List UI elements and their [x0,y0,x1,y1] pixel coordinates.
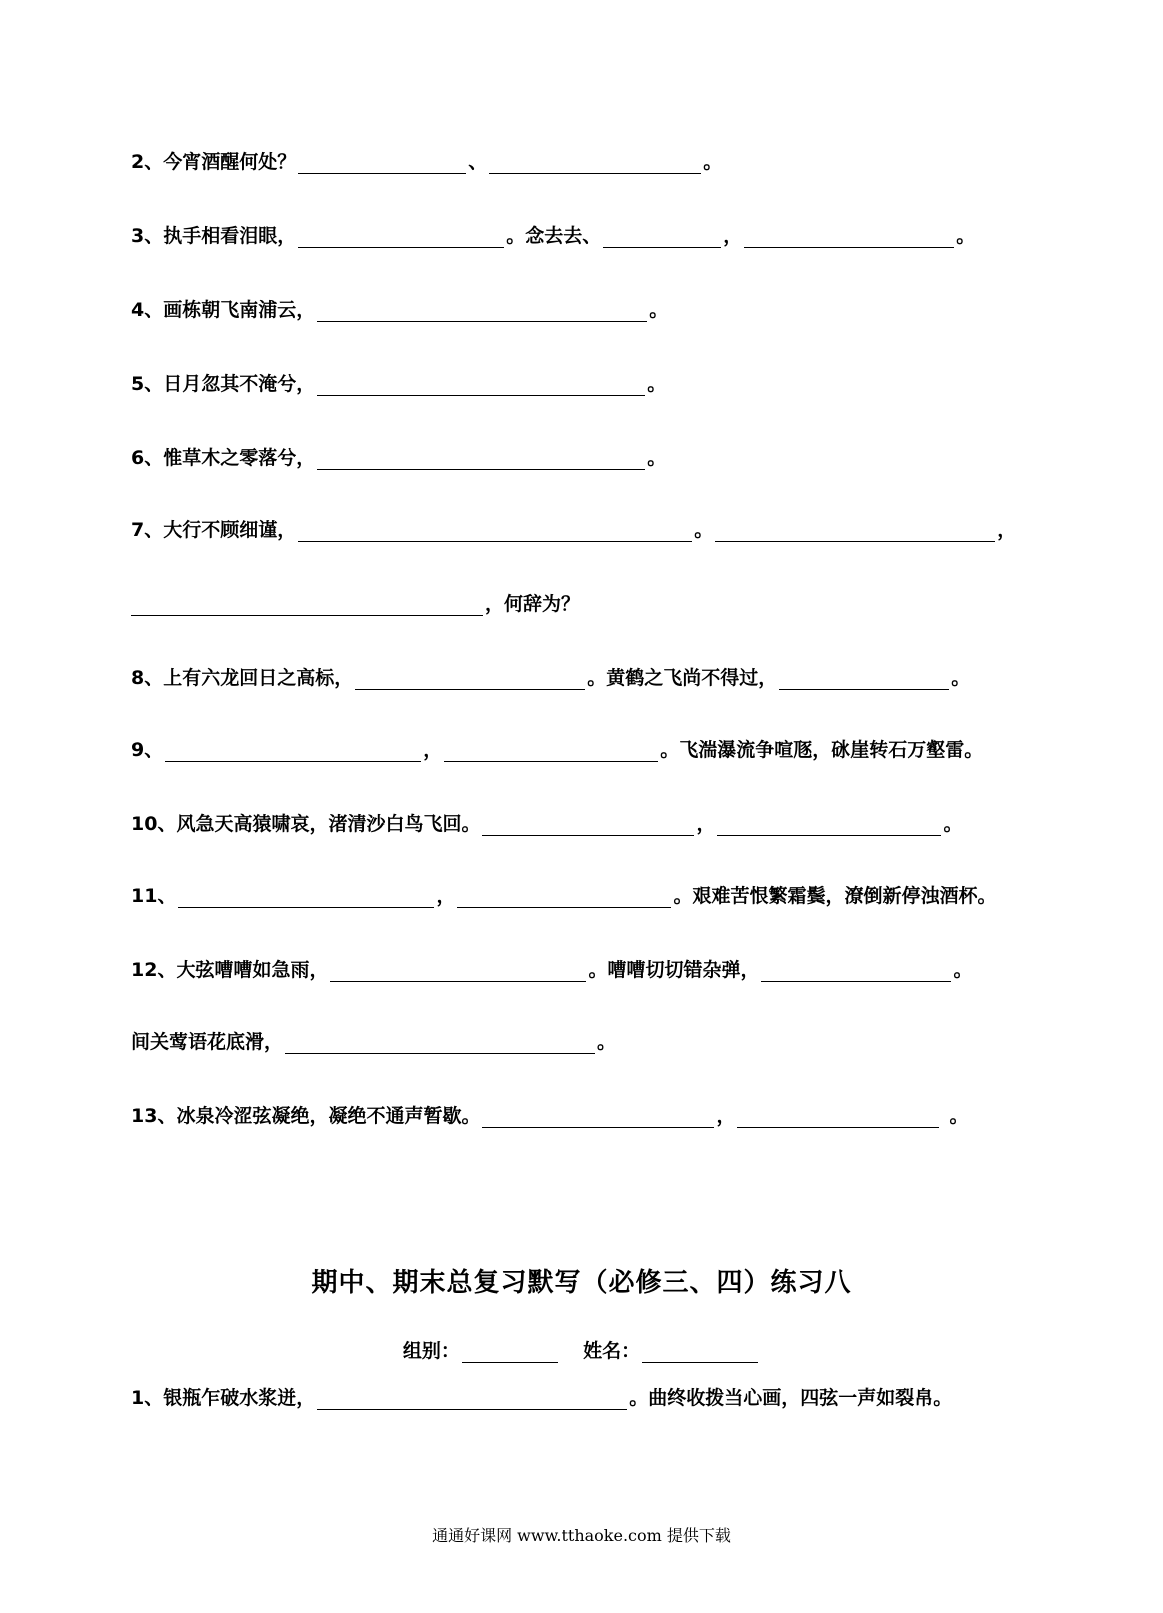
group-field[interactable] [462,1340,558,1363]
question-2 [131,148,722,174]
answer-blank[interactable] [131,593,483,616]
name-field[interactable] [642,1340,758,1363]
question-text: 大行不顾细谨， [163,519,297,541]
question-4 [131,296,668,322]
answer-blank[interactable] [761,959,951,982]
question-number: 5、 [131,373,164,395]
separator: ， [436,885,456,907]
answer-blank[interactable] [737,1105,939,1128]
answer-blank[interactable] [317,1387,627,1410]
question-5 [131,370,666,396]
separator: 。嘈嘈切切错杂弹， [588,959,760,981]
question-number: 11、 [131,885,177,907]
question-text: 。艰难苦恨繁霜鬓，潦倒新停浊酒杯。 [673,885,997,907]
question-number: 13、 [131,1105,177,1127]
question-text: 执手相看泪眼， [163,225,297,247]
answer-blank[interactable] [457,885,671,908]
answer-blank[interactable] [715,519,995,542]
question-12-continued [131,1028,616,1054]
question-text: 。飞湍瀑流争喧豗，砯崖转石万壑雷。 [660,739,984,761]
answer-blank[interactable] [298,519,692,542]
question-number: 6、 [131,447,164,469]
section-title: 期中、期末总复习默写（必修三、四）练习八 [311,1268,852,1298]
question-6 [131,444,666,470]
answer-blank[interactable] [603,225,721,248]
answer-blank[interactable] [298,225,504,248]
answer-blank[interactable] [444,739,658,762]
answer-blank[interactable] [178,885,434,908]
answer-blank[interactable] [744,225,954,248]
answer-blank[interactable] [317,373,645,396]
answer-blank[interactable] [165,739,421,762]
question-text: 。曲终收拨当心画，四弦一声如裂帛。 [629,1387,953,1409]
answer-blank[interactable] [298,151,466,174]
question-text: 冰泉冷涩弦凝绝，凝绝不通声暂歇。 [176,1105,481,1127]
separator: 。 [949,1105,969,1127]
separator: ， [696,813,716,835]
question-number: 3、 [131,225,164,247]
answer-blank[interactable] [285,1031,595,1054]
student-info [0,1336,1163,1363]
question-number: 12、 [131,959,177,981]
question-12 [131,956,973,982]
group-label: 组别： [402,1340,460,1362]
separator: ， [423,739,443,761]
question-7 [131,516,1016,542]
question-3 [131,222,975,248]
name-label: 姓名： [583,1340,641,1362]
question-text: 惟草木之零落兮， [163,447,316,469]
answer-blank[interactable] [717,813,941,836]
footer-note: 通通好课网 www.tthaoke.com 提供下载 [432,1526,731,1545]
separator: 。 [956,225,976,247]
question-7-continued [131,590,580,616]
section-question-1 [131,1384,952,1410]
question-10 [131,810,963,836]
question-number: 7、 [131,519,164,541]
question-text: 日月忽其不淹兮， [163,373,316,395]
answer-blank[interactable] [355,667,585,690]
question-text: 风急天高猿啸哀，渚清沙白鸟飞回。 [176,813,481,835]
question-number: 2、 [131,151,164,173]
separator: ， [716,1105,736,1127]
question-number: 9、 [131,739,164,761]
question-text: ，何辞为？ [485,593,581,615]
question-text: 银瓶乍破水浆迸， [163,1387,316,1409]
separator: 。 [647,373,667,395]
answer-blank[interactable] [489,151,701,174]
separator: 。 [597,1031,617,1053]
separator: ， [997,519,1017,541]
separator: 。 [703,151,723,173]
question-text: 大弦嘈嘈如急雨， [176,959,329,981]
question-text: 今宵酒醒何处？ [163,151,297,173]
separator: 。念去去、 [506,225,602,247]
question-text: 间关莺语花底滑， [131,1031,284,1053]
question-number: 10、 [131,813,177,835]
answer-blank[interactable] [317,447,645,470]
separator: 。 [953,959,973,981]
answer-blank[interactable] [482,1105,714,1128]
answer-blank[interactable] [317,299,647,322]
separator: 。 [951,667,971,689]
answer-blank[interactable] [330,959,586,982]
question-11 [131,882,996,908]
question-9 [131,736,983,762]
separator: 、 [468,151,488,173]
answer-blank[interactable] [779,667,949,690]
separator: 。 [694,519,714,541]
question-13 [131,1102,969,1128]
separator: ， [723,225,743,247]
separator: 。 [649,299,669,321]
question-text: 画栋朝飞南浦云， [163,299,316,321]
question-number: 8、 [131,667,164,689]
separator: 。 [647,447,667,469]
question-text: 上有六龙回日之高标， [163,667,354,689]
separator: 。 [943,813,963,835]
answer-blank[interactable] [482,813,694,836]
question-number: 4、 [131,299,164,321]
question-number: 1、 [131,1387,164,1409]
separator: 。黄鹤之飞尚不得过， [587,667,778,689]
question-8 [131,664,970,690]
